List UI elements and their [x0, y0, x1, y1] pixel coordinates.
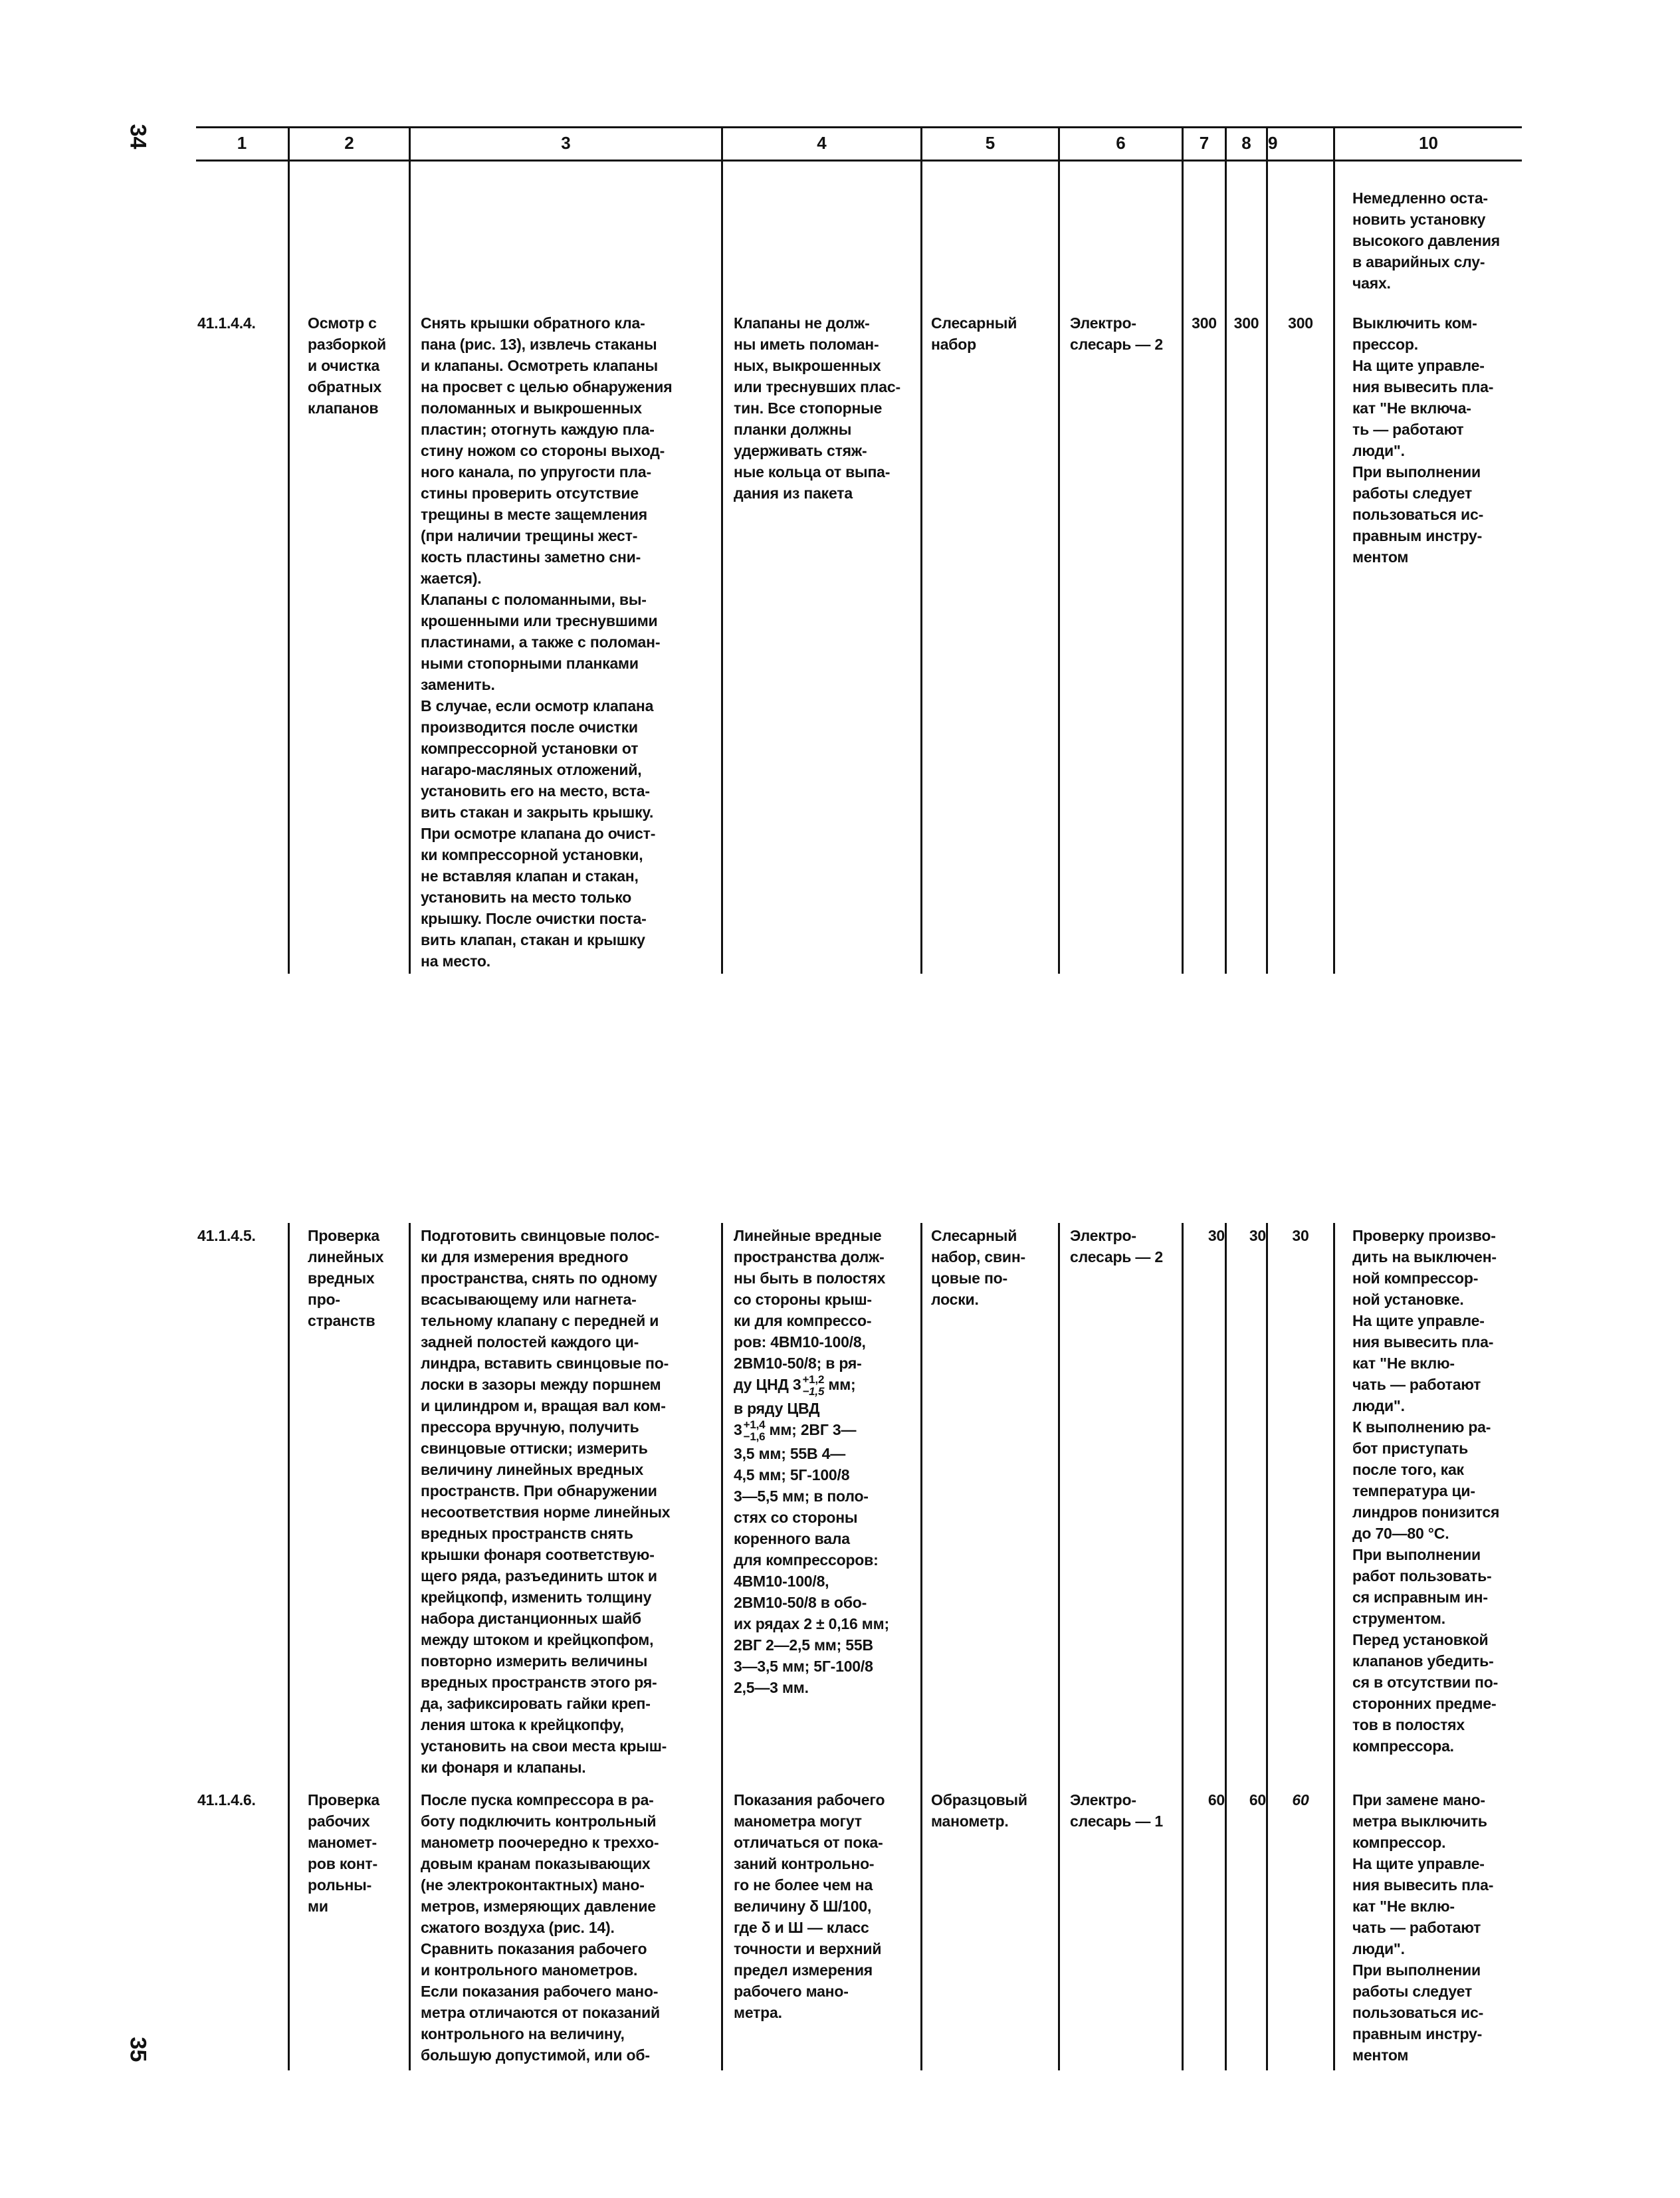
- row-1-requirements: Клапаны не долж- ны иметь поломан- ных, выкрошенных или треснувших плас- тин. Все стопорные планки должны удерживать стяж- ные кольца от выпа- дания из пакета: [734, 314, 900, 502]
- row-2-performer: Электро- слесарь — 2: [1070, 1227, 1164, 1265]
- col-divider: [1266, 1223, 1268, 2070]
- row-2-req-cvd-rest: мм; 2ВГ 3—: [765, 1421, 857, 1439]
- row-3-name: Проверка рабочих маномет- ров конт- рольны- ми: [308, 1791, 380, 1915]
- col-divider: [1182, 126, 1184, 974]
- col-divider: [1058, 126, 1060, 974]
- header-col-8: 8: [1241, 133, 1251, 153]
- row-1-id: 41.1.4.4.: [197, 314, 256, 332]
- col-divider: [721, 1223, 723, 2070]
- row-2-req-text1: Линейные вредные пространства долж- ны быть в полостях со стороны крыш- ки для компрессо- ров: 4ВМ10-100/8, 2ВМ10-50/8; в ря- ду ЦНД 3: [734, 1227, 886, 1394]
- row-2-col8: 30: [1249, 1227, 1266, 1244]
- col-divider: [1182, 1223, 1184, 2070]
- header-bottom-rule: [196, 160, 1522, 162]
- carryover-note: Немедленно оста- новить установку высокого давления в аварийных слу- чаях.: [1352, 189, 1500, 292]
- row-2-requirements: [734, 1225, 920, 1698]
- col-divider: [1225, 126, 1227, 974]
- header-col-5: 5: [985, 133, 996, 153]
- col-divider: [721, 126, 723, 974]
- row-2-req-cvd-base: 3: [734, 1421, 742, 1439]
- col-divider: [920, 126, 922, 974]
- col-divider: [409, 1223, 411, 2070]
- header-col-9: 9: [1268, 133, 1278, 153]
- header-col-6: 6: [1116, 133, 1126, 153]
- row-3-requirements: Показания рабочего манометра могут отличаться от пока- заний контрольно- го не более чем на величину δ Ш/100, где δ и Ш — класс точности и верхний предел измерения рабочего мано- метра.: [734, 1791, 885, 2021]
- page-number-bottom: 35: [125, 2036, 151, 2062]
- row-1-name: Осмотр с разборкой и очистка обратных клапанов: [308, 314, 386, 417]
- header-top-rule: [196, 126, 1522, 128]
- row-2-req-cnd-unit: мм;: [824, 1376, 856, 1394]
- row-2-tools: Слесарный набор, свин- цовые по- лоски.: [931, 1227, 1025, 1308]
- row-2-req-cvd: [734, 1419, 920, 1443]
- row-1-col9: 300: [1288, 314, 1313, 332]
- header-col-2: 2: [344, 133, 354, 153]
- col-divider: [288, 126, 290, 974]
- row-2-col7: 30: [1208, 1227, 1225, 1244]
- row-2-req-part1: [734, 1225, 920, 1398]
- row-3-tools: Образцовый манометр.: [931, 1791, 1027, 1830]
- row-3-id: 41.1.4.6.: [197, 1791, 256, 1809]
- row-2-req-part2: в ряду ЦВД: [734, 1400, 820, 1417]
- col-divider: [920, 1223, 922, 2070]
- row-2-procedure: Подготовить свинцовые полос- ки для измерения вредного пространства, снять по одному всасывающему или нагнета- тельному клапану с передней и задней полостей каждого ци- линдра, вставить свинцовые по- лоски в зазоры между поршнем и цилиндром и, вращая вал ком- прессора вручную, получить свинцовые оттиски; измерить величину линейных вредных пространств. При обнаружении несоответствия норме линейных вредных пространств снять крышки фонаря соответствую- щего ряда, разъединить шток и крейцкопф, изменить толщину набора дистанционных шайб между штоком и крейцкопфом, повторно измерить величины вредных пространств этого ря- да, зафиксировать гайки креп- ления штока к крейцкопфу, установить на свои места крыш- ки фонаря и клапаны.: [421, 1227, 671, 1776]
- header-col-1: 1: [237, 133, 247, 153]
- col-divider: [1333, 1223, 1335, 2070]
- row-2-req-cvd-sub: −1,6: [743, 1430, 766, 1443]
- row-1-col8: 300: [1233, 314, 1259, 332]
- row-2-col9: 30: [1292, 1227, 1309, 1244]
- header-col-3: 3: [561, 133, 571, 153]
- row-2-notes: Проверку произво- дить на выключен- ной компрессор- ной установке. На щите управле- ния вывесить пла- кат "Не вклю- чать — работают люди". К выполнению ра- бот приступать после того, как температура ци- линдров понизится до 70—80 °С. При выполнении работ пользовать- ся исправным ин- струментом. Перед установкой клапанов убедить- ся в отсутствии по- сторонних предме- тов в полостях компрессора.: [1352, 1227, 1500, 1755]
- row-1-notes: Выключить ком- прессор. На щите управле- ния вывесить пла- кат "Не включа- ть — работают люди". При выполнении работы следует пользоваться ис- правным инстру- ментом: [1352, 314, 1494, 566]
- col-divider: [1058, 1223, 1060, 2070]
- row-3-col7: 60: [1208, 1791, 1225, 1809]
- col-divider: [288, 1223, 290, 2070]
- col-divider: [409, 126, 411, 974]
- row-3-performer: Электро- слесарь — 1: [1070, 1791, 1164, 1830]
- header-col-10: 10: [1419, 133, 1438, 153]
- col-divider: [1333, 126, 1335, 974]
- row-3-col8: 60: [1249, 1791, 1266, 1809]
- header-col-7: 7: [1199, 133, 1209, 153]
- row-1-tools: Слесарный набор: [931, 314, 1017, 353]
- header-col-4: 4: [817, 133, 827, 153]
- col-divider: [1225, 1223, 1227, 2070]
- row-2-req-cnd-sub: −1,5: [802, 1385, 825, 1398]
- row-2-req-part3: 3,5 мм; 55В 4— 4,5 мм; 5Г-100/8 3—5,5 мм; в поло- стях со стороны коренного вала для компрессоров: 4ВМ10-100/8, 2ВМ10-50/8 в обо- их рядах 2 ± 0,16 мм; 2ВГ 2—2,5 мм; 55В 3—3,5 мм; 5Г-100/8 2,5—3 мм.: [734, 1445, 889, 1696]
- row-1-procedure: Снять крышки обратного кла- пана (рис. 13), извлечь стаканы и клапаны. Осмотреть клапаны на просвет с целью обнаружения поломанных и выкрошенных пластин; отогнуть каждую пла- стину ножом со стороны выход- ного канала, по упругости пла- стины проверить отсутствие трещины в месте защемления (при наличии трещины жест- кость пластины заметно сни- жается). Клапаны с поломанными, вы- крошенными или треснувшими пластинами, а также с полoман- ными стопорными планками заменить. В случае, если осмотр клапана производится после очистки компрессорной установки от нагаро-масляных отложений, установить его на место, вста- вить стакан и закрыть крышку. При осмотре клапана до очист- ки компрессорной установки, не вставляя клапан и стакан, установить на место только крышку. После очистки поста- вить клапан, стакан и крышку на место.: [421, 314, 673, 970]
- row-2-req-cvd-sup: +1,4: [743, 1418, 766, 1431]
- page-number-top: 34: [125, 124, 151, 150]
- row-3-procedure: После пуска компрессора в ра- боту подключить контрольный манометр поочередно к треххо- довым кранам показывающих (не электроконтактных) мано- метров, измеряющих давление сжатого воздуха (рис. 14). Сравнить показания рабочего и контрольного манометров. Если показания рабочего мано- метра отличаются от показаний контрольного на величину, большую допустимой, или об-: [421, 1791, 660, 2064]
- row-2-req-cnd-sup: +1,2: [802, 1373, 825, 1386]
- row-1-performer: Электро- слесарь — 2: [1070, 314, 1164, 353]
- col-divider: [1266, 126, 1268, 974]
- row-3-col9: 60: [1292, 1791, 1309, 1809]
- row-2-name: Проверка линейных вредных про- странств: [308, 1227, 384, 1329]
- row-2-id: 41.1.4.5.: [197, 1227, 256, 1244]
- row-1-col7: 300: [1192, 314, 1217, 332]
- row-3-notes: При замене мано- метра выключить компрессор. На щите управле- ния вывесить пла- кат "Не вклю- чать — работают люди". При выполнении работы следует пользоваться ис- правным инстру- ментом: [1352, 1791, 1494, 2064]
